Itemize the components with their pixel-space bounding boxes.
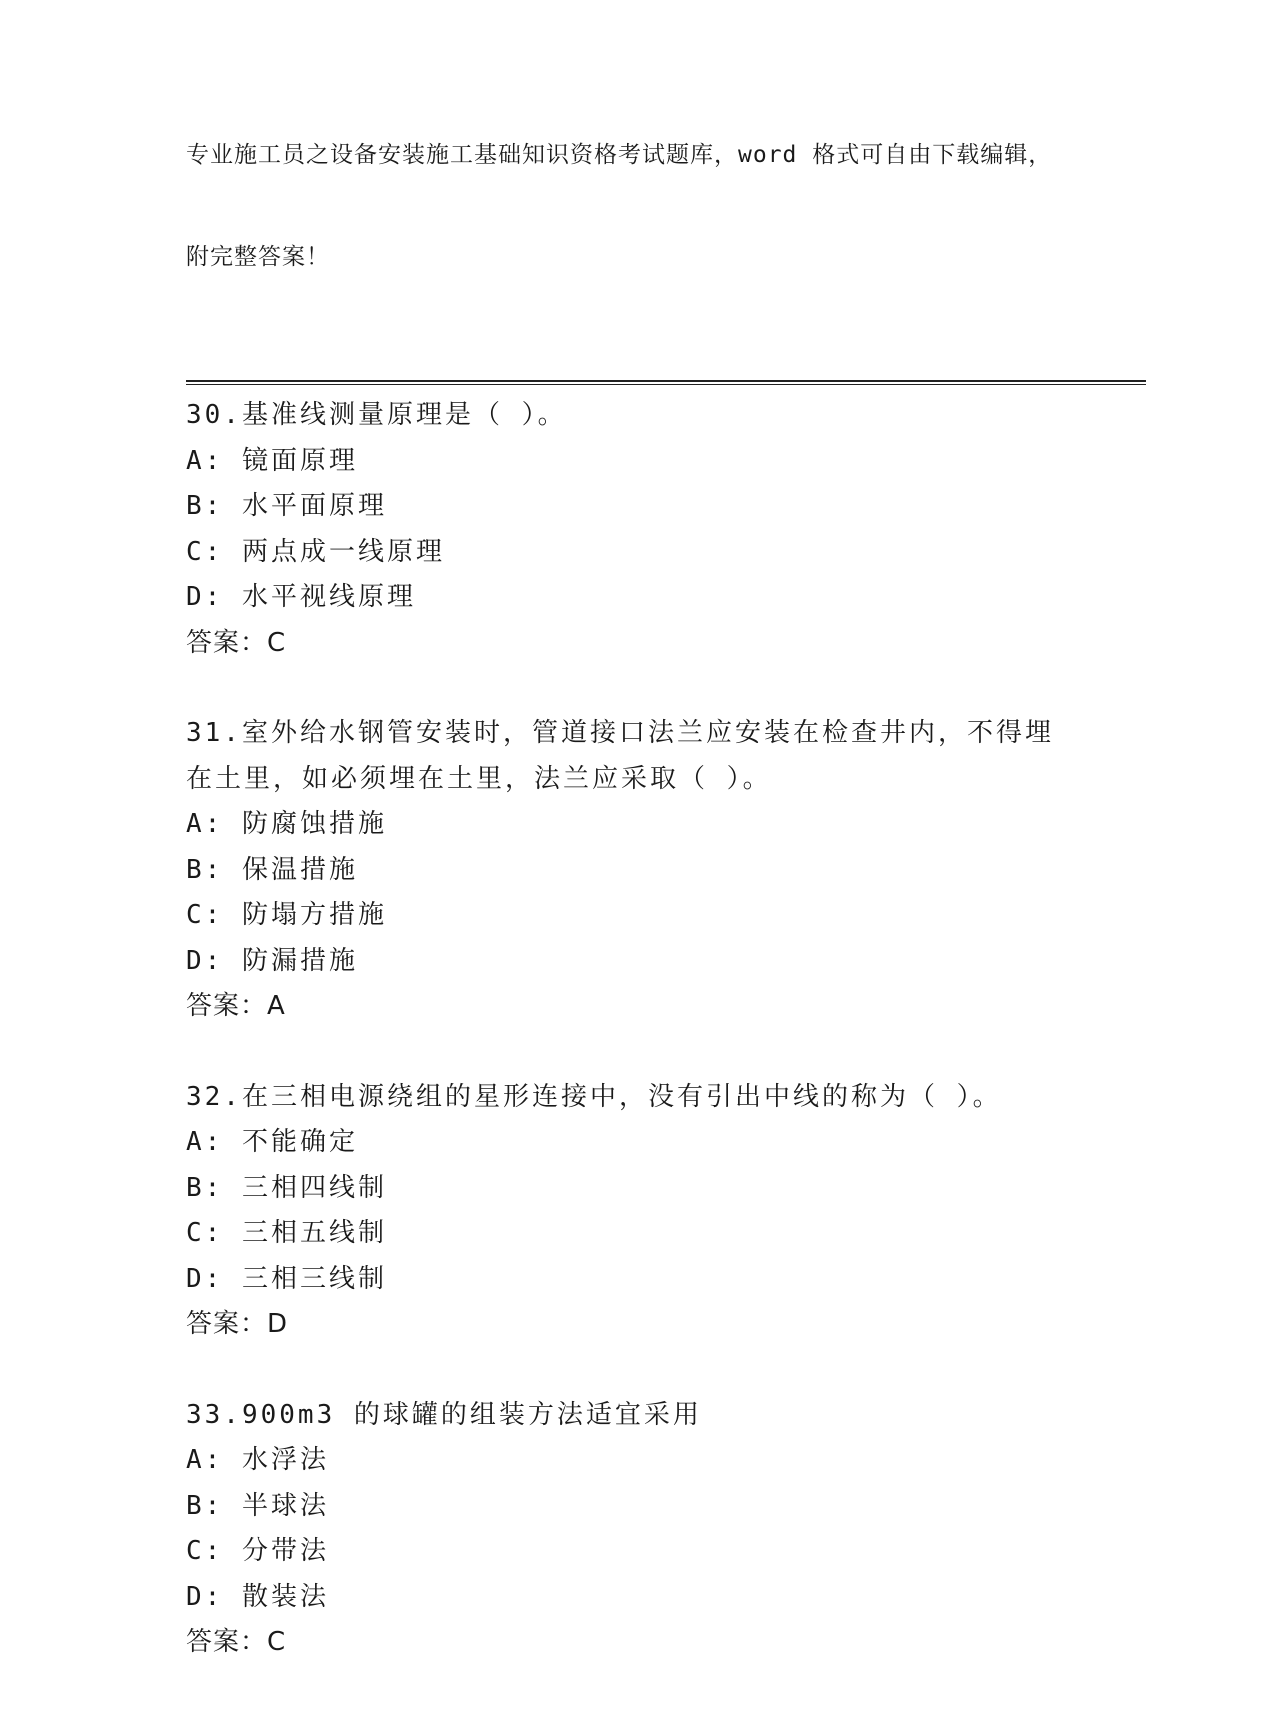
option-c: C: 分带法 [186,1536,329,1566]
question-stem: 31.室外给水钢管安装时，管道接口法兰应安装在检查井内，不得埋在土里，如必须埋在土里，法兰应采取（ ）。 [186,718,1054,794]
option-c: C: 三相五线制 [186,1218,387,1248]
header-divider [186,380,1146,385]
header-line-1: 专业施工员之设备安装施工基础知识资格考试题库，word 格式可自由下载编辑， [186,142,1053,168]
question-30 [186,393,1146,666]
header-line-2: 附完整答案！ [186,244,330,270]
option-d: D: 水平视线原理 [186,582,416,612]
option-b: B: 水平面原理 [186,491,387,521]
question-32 [186,1075,1146,1348]
question-stem: 30.基准线测量原理是（ ）。 [186,400,567,430]
answer: 答案：D [186,1309,289,1339]
question-31 [186,711,1146,1030]
document-page [186,70,1146,1711]
option-b: B: 半球法 [186,1490,329,1521]
question-33 [186,1393,1146,1666]
document-header [186,70,1146,342]
question-stem: 32.在三相电源绕组的星形连接中，没有引出中线的称为（ ）。 [186,1081,1002,1112]
option-a: A: 不能确定 [186,1127,358,1157]
option-c: C: 防塌方措施 [186,900,387,930]
question-list [186,393,1146,1666]
option-b: B: 三相四线制 [186,1172,387,1203]
option-a: A: 水浮法 [186,1445,329,1475]
option-d: D: 散装法 [186,1581,329,1612]
option-c: C: 两点成一线原理 [186,536,445,567]
answer: 答案：A [186,991,286,1021]
option-a: A: 镜面原理 [186,445,358,476]
option-b: B: 保温措施 [186,854,358,885]
option-d: D: 三相三线制 [186,1263,387,1294]
answer: 答案：C [186,627,287,658]
option-a: A: 防腐蚀措施 [186,809,387,839]
option-d: D: 防漏措施 [186,945,358,976]
question-stem: 33.900m3 的球罐的组装方法适宜采用 [186,1399,702,1430]
answer: 答案：C [186,1627,287,1657]
